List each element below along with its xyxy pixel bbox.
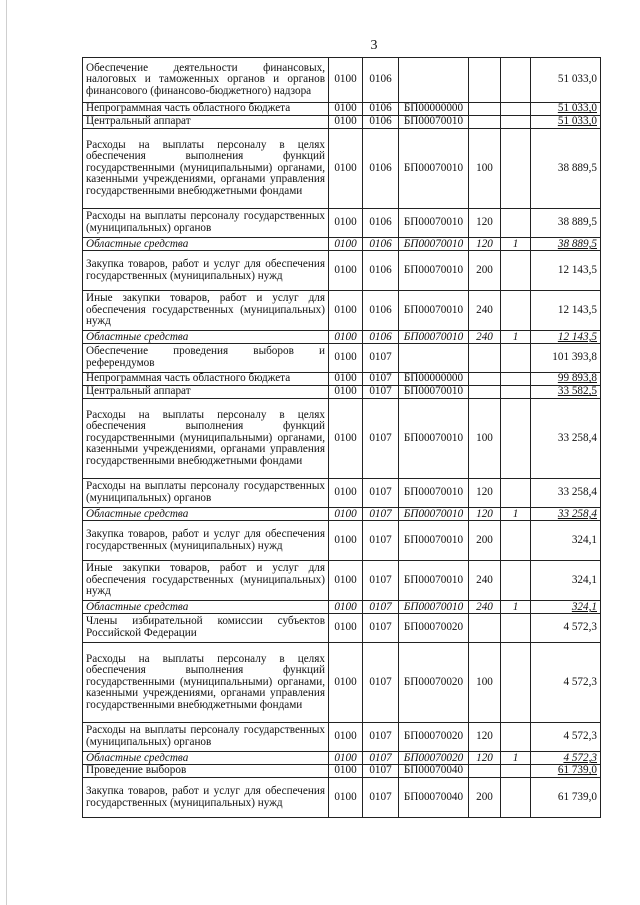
row-name: Областные средства <box>83 601 329 614</box>
section-code: 0100 <box>329 601 363 614</box>
subsection-code: 0107 <box>363 614 399 643</box>
target-article-code: БП00070010 <box>399 508 469 521</box>
amount <box>531 238 601 251</box>
table-row <box>83 614 601 643</box>
target-article-code <box>399 58 469 103</box>
subsection-code: 0106 <box>363 129 399 209</box>
target-article-code: БП00070010 <box>399 399 469 479</box>
subsection-code: 0107 <box>363 643 399 723</box>
amount: 33 258,4 <box>531 399 601 479</box>
expense-type-code: 240 <box>469 601 501 614</box>
table-row <box>83 601 601 614</box>
section-code: 0100 <box>329 479 363 508</box>
source-code <box>501 521 531 561</box>
section-code: 0100 <box>329 521 363 561</box>
subsection-code: 0106 <box>363 251 399 291</box>
section-code: 0100 <box>329 752 363 765</box>
target-article-code: БП00070020 <box>399 752 469 765</box>
section-code: 0100 <box>329 331 363 344</box>
source-code: 1 <box>501 331 531 344</box>
subsection-code: 0107 <box>363 561 399 601</box>
source-code <box>501 643 531 723</box>
row-name: Обеспечение деятельности финансовых, налоговых и таможенных органов и органов финансового (финансово-бюджетного) надзора <box>83 58 329 103</box>
amount-value: 33 582,5 <box>557 385 597 398</box>
row-name: Непрограммная часть областного бюджета <box>83 373 329 386</box>
source-code <box>501 765 531 778</box>
target-article-code: БП00070040 <box>399 778 469 818</box>
table-row <box>83 399 601 479</box>
subsection-code: 0107 <box>363 479 399 508</box>
row-name: Обеспечение проведения выборов и референдумов <box>83 344 329 373</box>
amount-value: 61 739,0 <box>557 764 597 777</box>
section-code: 0100 <box>329 643 363 723</box>
amount: 12 143,5 <box>531 291 601 331</box>
target-article-code: БП00070010 <box>399 331 469 344</box>
expense-type-code: 200 <box>469 521 501 561</box>
expense-type-code: 100 <box>469 643 501 723</box>
subsection-code: 0107 <box>363 752 399 765</box>
row-name: Иные закупки товаров, работ и услуг для обеспечения государственных (муниципальных) нужд <box>83 561 329 601</box>
amount <box>531 373 601 386</box>
subsection-code: 0106 <box>363 209 399 238</box>
amount: 4 572,3 <box>531 614 601 643</box>
row-name: Расходы на выплаты персоналу государственных (муниципальных) органов <box>83 209 329 238</box>
amount-value: 33 258,4 <box>557 508 597 520</box>
amount-value: 51 033,0 <box>557 102 597 115</box>
source-code <box>501 778 531 818</box>
source-code <box>501 561 531 601</box>
table-row <box>83 723 601 752</box>
target-article-code: БП00070040 <box>399 765 469 778</box>
amount-value: 51 033,0 <box>557 115 597 128</box>
source-code <box>501 373 531 386</box>
row-name: Члены избирательной комиссии субъектов Российской Федерации <box>83 614 329 643</box>
section-code: 0100 <box>329 238 363 251</box>
row-name: Областные средства <box>83 508 329 521</box>
subsection-code: 0107 <box>363 399 399 479</box>
row-name: Расходы на выплаты персоналу в целях обеспечения выполнения функций государственными (муниципальными) органами, казенными учреждениями, органами управления государственными внебюджетными фондами <box>83 643 329 723</box>
expense-type-code: 240 <box>469 291 501 331</box>
amount <box>531 386 601 399</box>
source-code <box>501 291 531 331</box>
section-code: 0100 <box>329 291 363 331</box>
expense-type-code <box>469 765 501 778</box>
source-code <box>501 479 531 508</box>
source-code: 1 <box>501 508 531 521</box>
amount: 33 258,4 <box>531 479 601 508</box>
expense-type-code: 120 <box>469 479 501 508</box>
expense-type-code: 200 <box>469 251 501 291</box>
table-row <box>83 479 601 508</box>
subsection-code: 0106 <box>363 238 399 251</box>
expense-type-code: 240 <box>469 561 501 601</box>
row-name: Расходы на выплаты персоналу в целях обеспечения выполнения функций государственными (муниципальными) органами, казенными учреждениями, органами управления государственными внебюджетными фондами <box>83 129 329 209</box>
expense-type-code: 120 <box>469 209 501 238</box>
target-article-code: БП00070010 <box>399 209 469 238</box>
table-row <box>83 521 601 561</box>
amount: 4 572,3 <box>531 723 601 752</box>
expense-type-code <box>469 373 501 386</box>
expense-type-code <box>469 58 501 103</box>
subsection-code: 0107 <box>363 723 399 752</box>
amount: 38 889,5 <box>531 129 601 209</box>
section-code: 0100 <box>329 778 363 818</box>
amount <box>531 752 601 765</box>
subsection-code: 0107 <box>363 508 399 521</box>
amount: 324,1 <box>531 521 601 561</box>
amount <box>531 331 601 344</box>
scan-edge-line <box>6 0 7 905</box>
table-row <box>83 386 601 399</box>
amount: 61 739,0 <box>531 778 601 818</box>
subsection-code: 0106 <box>363 291 399 331</box>
section-code: 0100 <box>329 251 363 291</box>
target-article-code: БП00070010 <box>399 129 469 209</box>
amount-value: 324,1 <box>571 601 597 613</box>
amount <box>531 508 601 521</box>
target-article-code: БП00070010 <box>399 116 469 129</box>
target-article-code: БП00070010 <box>399 251 469 291</box>
amount: 101 393,8 <box>531 344 601 373</box>
section-code: 0100 <box>329 103 363 116</box>
row-name: Областные средства <box>83 752 329 765</box>
target-article-code: БП00070010 <box>399 386 469 399</box>
budget-table-body <box>83 58 601 818</box>
source-code <box>501 58 531 103</box>
subsection-code: 0106 <box>363 116 399 129</box>
expense-type-code: 100 <box>469 399 501 479</box>
subsection-code: 0107 <box>363 601 399 614</box>
section-code: 0100 <box>329 765 363 778</box>
source-code <box>501 386 531 399</box>
source-code <box>501 251 531 291</box>
source-code <box>501 723 531 752</box>
amount: 51 033,0 <box>531 58 601 103</box>
table-row <box>83 561 601 601</box>
table-row <box>83 129 601 209</box>
expense-type-code: 240 <box>469 331 501 344</box>
target-article-code: БП00070020 <box>399 643 469 723</box>
section-code: 0100 <box>329 508 363 521</box>
page-number: 3 <box>370 38 378 53</box>
table-row <box>83 778 601 818</box>
row-name: Иные закупки товаров, работ и услуг для обеспечения государственных (муниципальных) нужд <box>83 291 329 331</box>
amount: 324,1 <box>531 561 601 601</box>
table-row <box>83 58 601 103</box>
section-code: 0100 <box>329 614 363 643</box>
subsection-code: 0106 <box>363 331 399 344</box>
row-name: Непрограммная часть областного бюджета <box>83 103 329 116</box>
amount: 38 889,5 <box>531 209 601 238</box>
expense-type-code: 120 <box>469 508 501 521</box>
section-code: 0100 <box>329 386 363 399</box>
source-code: 1 <box>501 238 531 251</box>
target-article-code: БП00070010 <box>399 291 469 331</box>
table-row <box>83 251 601 291</box>
table-row <box>83 508 601 521</box>
table-row <box>83 103 601 116</box>
target-article-code: БП00070020 <box>399 614 469 643</box>
table-row <box>83 331 601 344</box>
expense-type-code <box>469 103 501 116</box>
section-code: 0100 <box>329 58 363 103</box>
row-name: Центральный аппарат <box>83 386 329 399</box>
row-name: Закупка товаров, работ и услуг для обеспечения государственных (муниципальных) нужд <box>83 778 329 818</box>
expense-type-code <box>469 386 501 399</box>
source-code <box>501 209 531 238</box>
amount <box>531 765 601 778</box>
target-article-code: БП00070010 <box>399 479 469 508</box>
subsection-code: 0106 <box>363 58 399 103</box>
source-code <box>501 116 531 129</box>
table-row <box>83 643 601 723</box>
amount: 4 572,3 <box>531 643 601 723</box>
table-row <box>83 116 601 129</box>
source-code <box>501 399 531 479</box>
section-code: 0100 <box>329 561 363 601</box>
section-code: 0100 <box>329 129 363 209</box>
target-article-code: БП00070010 <box>399 238 469 251</box>
row-name: Областные средства <box>83 331 329 344</box>
subsection-code: 0107 <box>363 778 399 818</box>
expense-type-code: 100 <box>469 129 501 209</box>
section-code: 0100 <box>329 373 363 386</box>
row-name: Расходы на выплаты персоналу государственных (муниципальных) органов <box>83 479 329 508</box>
amount-value: 12 143,5 <box>557 331 597 343</box>
target-article-code: БП00000000 <box>399 103 469 116</box>
target-article-code: БП00070010 <box>399 601 469 614</box>
expense-type-code <box>469 614 501 643</box>
row-name: Проведение выборов <box>83 765 329 778</box>
row-name: Расходы на выплаты персоналу в целях обеспечения выполнения функций государственными (муниципальными) органами, казенными учреждениями, органами управления государственными внебюджетными фондами <box>83 399 329 479</box>
budget-table <box>82 57 601 818</box>
row-name: Расходы на выплаты персоналу государственных (муниципальных) органов <box>83 723 329 752</box>
table-row <box>83 765 601 778</box>
amount: 12 143,5 <box>531 251 601 291</box>
row-name: Закупка товаров, работ и услуг для обеспечения государственных (муниципальных) нужд <box>83 251 329 291</box>
table-row <box>83 209 601 238</box>
table-row <box>83 752 601 765</box>
expense-type-code <box>469 116 501 129</box>
amount <box>531 103 601 116</box>
amount <box>531 601 601 614</box>
amount-value: 99 893,8 <box>557 372 597 385</box>
source-code <box>501 129 531 209</box>
section-code: 0100 <box>329 399 363 479</box>
table-row <box>83 373 601 386</box>
expense-type-code <box>469 344 501 373</box>
table-row <box>83 291 601 331</box>
source-code <box>501 103 531 116</box>
subsection-code: 0106 <box>363 103 399 116</box>
source-code <box>501 344 531 373</box>
subsection-code: 0107 <box>363 521 399 561</box>
amount-value: 38 889,5 <box>557 238 597 250</box>
subsection-code: 0107 <box>363 344 399 373</box>
target-article-code: БП00070020 <box>399 723 469 752</box>
table-row <box>83 344 601 373</box>
section-code: 0100 <box>329 116 363 129</box>
source-code: 1 <box>501 601 531 614</box>
amount-value: 4 572,3 <box>563 752 597 764</box>
table-row <box>83 238 601 251</box>
target-article-code: БП00000000 <box>399 373 469 386</box>
expense-type-code: 120 <box>469 238 501 251</box>
target-article-code: БП00070010 <box>399 561 469 601</box>
target-article-code: БП00070010 <box>399 521 469 561</box>
section-code: 0100 <box>329 209 363 238</box>
expense-type-code: 200 <box>469 778 501 818</box>
section-code: 0100 <box>329 723 363 752</box>
expense-type-code: 120 <box>469 752 501 765</box>
row-name: Закупка товаров, работ и услуг для обеспечения государственных (муниципальных) нужд <box>83 521 329 561</box>
row-name: Областные средства <box>83 238 329 251</box>
subsection-code: 0107 <box>363 373 399 386</box>
row-name: Центральный аппарат <box>83 116 329 129</box>
subsection-code: 0107 <box>363 765 399 778</box>
section-code: 0100 <box>329 344 363 373</box>
expense-type-code: 120 <box>469 723 501 752</box>
amount <box>531 116 601 129</box>
subsection-code: 0107 <box>363 386 399 399</box>
source-code <box>501 614 531 643</box>
target-article-code <box>399 344 469 373</box>
source-code: 1 <box>501 752 531 765</box>
